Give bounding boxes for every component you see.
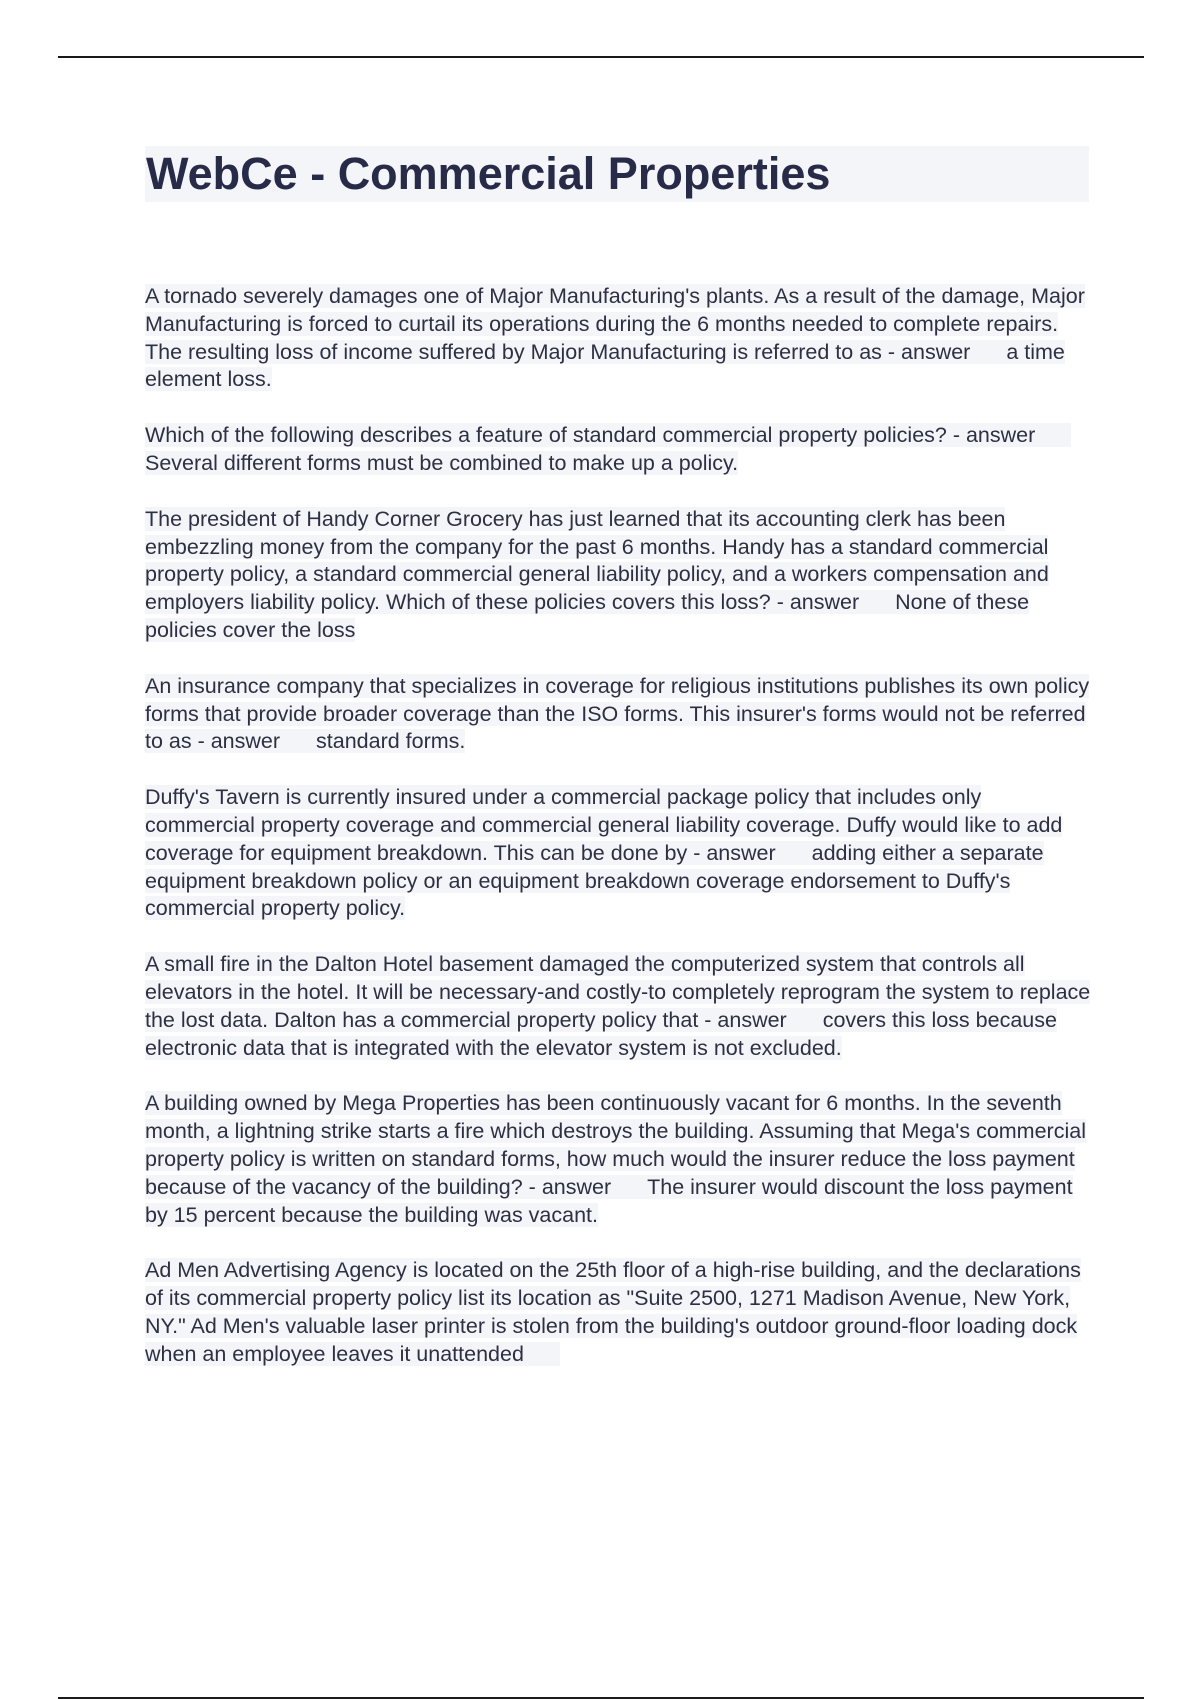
qa-item [145, 784, 1095, 923]
document-title: WebCe - Commercial Properties [146, 148, 831, 199]
answer-text: a time element loss. [145, 339, 1065, 392]
answer-text: standard forms. [316, 729, 466, 754]
qa-item [145, 422, 1095, 478]
question-text: A small fire in the Dalton Hotel basement damaged the computerized system that controls all elevators in the hotel. It will be necessary-and costly-to completely reprogram the system to replace the lost data. Dalton has a commercial property policy that - answer [145, 952, 1091, 1032]
question-text: The president of Handy Corner Grocery has just learned that its accounting clerk has been embezzling money from the company for the past 6 months. Handy has a standard commercial property policy, a standard commercial general liability policy, and a workers compensation and employers liability policy. Which of these policies covers this loss? - answer [145, 506, 1049, 615]
qa-list [145, 283, 1095, 1397]
answer-text: The insurer would discount the loss payment by 15 percent because the building was vacant. [145, 1174, 1073, 1227]
question-text: A building owned by Mega Properties has been continuously vacant for 6 months. In the seventh month, a lightning strike starts a fire which destroys the building. Assuming that Mega's commercial property policy is written on standard forms, how much would the insurer reduce the loss payment because of the vacancy of the building? - answer [145, 1091, 1086, 1199]
question-text: Ad Men Advertising Agency is located on the 25th floor of a high-rise building, and the declarations of its commercial property policy list its location as "Suite 2500, 1271 Madison Avenue, New York, NY." Ad Men's valuable laser printer is stolen from the building's outdoor ground-floor loading dock when an employee leaves it unattended [145, 1258, 1081, 1366]
bottom-rule [58, 1697, 1144, 1699]
question-text: Which of the following describes a feature of standard commercial property policies? - answer [145, 423, 1036, 448]
qa-item [145, 951, 1095, 1062]
qa-item [145, 1257, 1095, 1368]
top-rule [58, 56, 1144, 58]
answer-text: Several different forms must be combined to make up a policy. [145, 450, 739, 475]
answer-text: None of these policies cover the loss [145, 590, 1030, 642]
qa-item [145, 506, 1095, 645]
answer-text: adding either a separate equipment breakdown policy or an equipment breakdown coverage endorsement to Duffy's commercial property policy. [145, 840, 1044, 921]
question-text: Duffy's Tavern is currently insured under a commercial package policy that includes only commercial property coverage and commercial general liability coverage. Duffy would like to add coverage for equipment breakdown. This can be done by - answer [145, 785, 1063, 865]
question-text: A tornado severely damages one of Major Manufacturing's plants. As a result of the damage, Major Manufacturing is forced to curtail its operations during the 6 months needed to complete repairs. The resulting loss of income suffered by Major Manufacturing is referred to as - answer [145, 284, 1085, 364]
qa-item [145, 673, 1095, 756]
question-text: An insurance company that specializes in coverage for religious institutions publishes its own policy forms that provide broader coverage than the ISO forms. This insurer's forms would not be referred to as - answer [145, 673, 1090, 754]
qa-item [145, 283, 1095, 394]
answer-text: covers this loss because electronic data that is integrated with the elevator system is not excluded. [145, 1007, 1057, 1060]
qa-item [145, 1090, 1095, 1229]
